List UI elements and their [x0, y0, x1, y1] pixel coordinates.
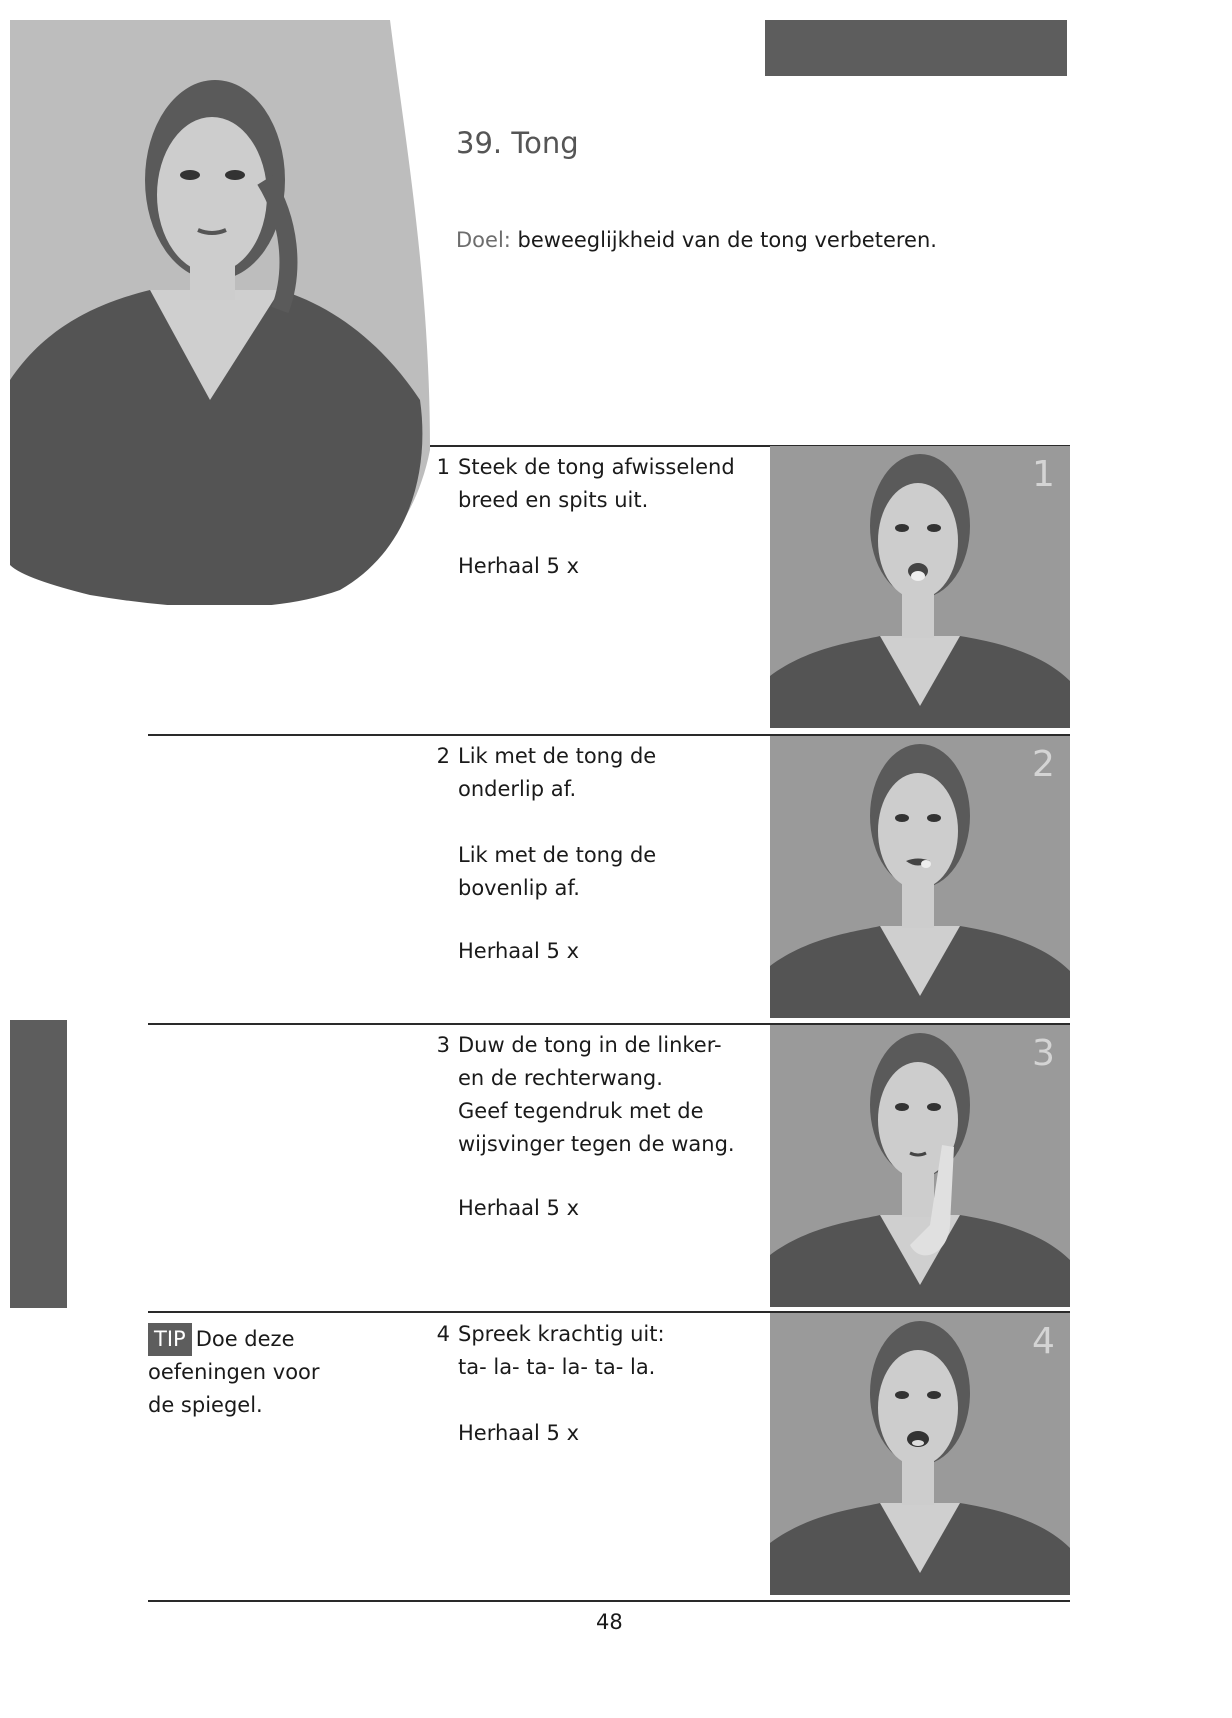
tip-box [148, 1323, 418, 1422]
step-instruction: Steek de tong afwisselend breed en spits uit. [458, 455, 735, 512]
tip-badge: TIP [148, 1323, 192, 1356]
step-instruction: Lik met de tong de onderlip af. Lik met de tong de bovenlip af. [458, 744, 657, 900]
step-number: 4 [436, 1322, 450, 1346]
goal-label: Doel: [456, 228, 511, 252]
header-bar [765, 20, 1067, 76]
exercise-title: 39. Tong [456, 126, 579, 160]
step-repeat: Herhaal 5 x [458, 554, 579, 578]
step-repeat: Herhaal 5 x [458, 1196, 579, 1220]
hero-photo [10, 20, 430, 605]
step-photo-label: 4 [1032, 1321, 1055, 1362]
step-photo [770, 446, 1070, 728]
step-instruction: Duw de tong in de linker- en de rechterwang. Geef tegendruk met de wijsvinger tegen de wang. [458, 1033, 735, 1156]
page-number: 48 [596, 1610, 623, 1634]
chapter-tab [10, 1020, 67, 1308]
exercise-goal [456, 228, 937, 252]
step-repeat: Herhaal 5 x [458, 939, 579, 963]
step-instruction: Spreek krachtig uit: ta- la- ta- la- ta- la. [458, 1322, 665, 1379]
step-photo [770, 1025, 1070, 1307]
step-photo [770, 736, 1070, 1018]
step-repeat: Herhaal 5 x [458, 1421, 579, 1445]
tip-text: Doe deze oefeningen voor de spiegel. [148, 1327, 320, 1417]
step-number: 3 [436, 1033, 450, 1057]
step-number: 1 [436, 455, 450, 479]
step-photo-label: 1 [1032, 454, 1055, 495]
step-divider [148, 1600, 1070, 1602]
step-photo-label: 2 [1032, 744, 1055, 785]
step-number: 2 [436, 744, 450, 768]
step-photo-label: 3 [1032, 1033, 1055, 1074]
goal-text: beweeglijkheid van de tong verbeteren. [517, 228, 937, 252]
step-photo [770, 1313, 1070, 1595]
